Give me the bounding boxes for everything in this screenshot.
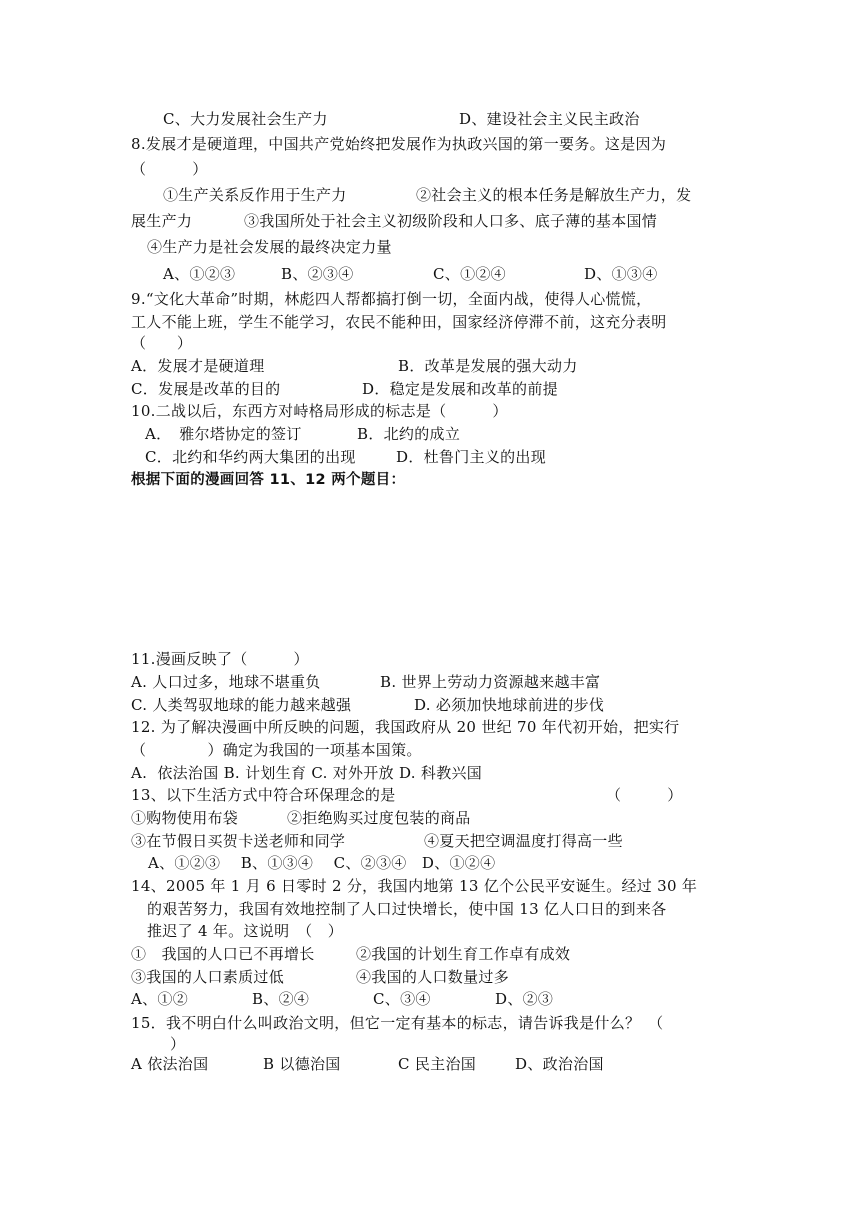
q7-option-d: D、建设社会主义民主政治 (459, 110, 640, 128)
q13-statement-3: ③在节假日买贺卡送老师和同学 (131, 832, 346, 850)
question-8-blank: （ ） (131, 160, 208, 178)
question-9-blank: （ ） (131, 334, 193, 352)
question-9-stem-2: 工人不能上班，学生不能学习，农民不能种田，国家经济停滞不前，这充分表明 (131, 313, 667, 331)
q8-statement-4: ④生产力是社会发展的最终决定力量 (147, 238, 392, 256)
q9-option-a: A．发展才是硬道理 (131, 357, 265, 375)
q10-option-a: A． 雅尔塔协定的签订 (145, 425, 302, 443)
q13-statement-2: ②拒绝购买过度包装的商品 (287, 809, 471, 827)
question-12-stem-1: 12. 为了解决漫画中所反映的问题，我国政府从 20 世纪 70 年代初开始，把实行 (131, 718, 680, 736)
q10-option-c: C．北约和华约两大集团的出现 (145, 448, 356, 466)
q14-statement-1: ① 我国的人口已不再增长 (131, 945, 315, 963)
q8-answer-c: C、①②④ (433, 265, 506, 283)
q11-option-c: C. 人类驾驭地球的能力越来越强 (131, 696, 352, 714)
q15-option-c: C 民主治国 (398, 1055, 477, 1073)
question-15-stem: 15．我不明白什么叫政治文明，但它一定有基本的标志，请告诉我是什么？ （ (131, 1014, 664, 1032)
q11-option-d: D. 必须加快地球前进的步伐 (414, 696, 605, 714)
question-13-blank: （ ） (606, 786, 683, 804)
q14-statement-2: ②我国的计划生育工作卓有成效 (356, 945, 571, 963)
q14-statement-4: ④我国的人口数量过多 (356, 968, 510, 986)
q14-answer-a: A、①② (131, 990, 189, 1008)
q11-option-a: A. 人口过多，地球不堪重负 (131, 673, 321, 691)
q11-option-b: B. 世界上劳动力资源越来越丰富 (380, 673, 601, 691)
question-14-stem-1: 14、2005 年 1 月 6 日零时 2 分，我国内地第 13 亿个公民平安诞生。经过 30 年 (131, 877, 698, 895)
question-8-stem: 8.发展才是硬道理，中国共产党始终把发展作为执政兴国的第一要务。这是因为 (131, 135, 667, 153)
q10-option-b: B．北约的成立 (357, 425, 461, 443)
q14-answer-b: B、②④ (252, 990, 310, 1008)
q10-option-d: D．杜鲁门主义的出现 (396, 448, 547, 466)
question-14-stem-2: 的艰苦努力，我国有效地控制了人口过快增长，使中国 13 亿人口日的到来各 (147, 900, 667, 918)
q8-answer-a: A、①②③ (163, 265, 236, 283)
q14-statement-3: ③我国的人口素质过低 (131, 968, 285, 986)
question-14-stem-3: 推迟了 4 年。这说明 （ ） (147, 922, 344, 940)
q8-statement-2: ②社会主义的根本任务是解放生产力，发 (416, 186, 692, 204)
q8-answer-b: B、②③④ (281, 265, 354, 283)
q14-answer-d: D、②③ (495, 990, 554, 1008)
q8-statement-1: ①生产关系反作用于生产力 (163, 186, 347, 204)
q9-option-c: C．发展是改革的目的 (131, 380, 281, 398)
question-15-blank-end: ） (170, 1035, 186, 1053)
q14-answer-c: C、③④ (373, 990, 431, 1008)
q15-option-d: D、政治治国 (515, 1055, 604, 1073)
q9-option-d: D．稳定是发展和改革的前提 (362, 380, 558, 398)
q12-options: A. 依法治国 B. 计划生育 C. 对外开放 D. 科教兴国 (131, 764, 483, 782)
q13-statement-1: ①购物使用布袋 (131, 809, 239, 827)
q13-answers: A、①②③ B、①③④ C、②③④ D、①②④ (148, 854, 496, 872)
q7-option-c: C、大力发展社会生产力 (163, 110, 328, 128)
question-9-stem-1: 9.“文化大革命”时期，林彪四人帮都搞打倒一切，全面内战，使得人心慌慌， (131, 290, 652, 308)
q9-option-b: B．改革是发展的强大动力 (398, 357, 578, 375)
question-13-stem: 13、以下生活方式中符合环保理念的是 (131, 786, 396, 804)
question-12-stem-2: （ ）确定为我国的一项基本国策。 (131, 741, 422, 759)
question-10-stem: 10.二战以后，东西方对峙格局形成的标志是（ ） (131, 402, 508, 420)
q15-option-b: B 以德治国 (263, 1055, 341, 1073)
q8-statement-3: ③我国所处于社会主义初级阶段和人口多、底子薄的基本国情 (244, 212, 658, 230)
q8-answer-d: D、①③④ (584, 265, 658, 283)
q15-option-a: A 依法治国 (131, 1055, 209, 1073)
question-11-stem: 11.漫画反映了（ ） (131, 650, 309, 668)
cartoon-section-heading: 根据下面的漫画回答 11、12 两个题目： (131, 472, 406, 488)
q8-statement-2-cont: 展生产力 (131, 212, 193, 230)
q13-statement-4: ④夏天把空调温度打得高一些 (424, 832, 623, 850)
